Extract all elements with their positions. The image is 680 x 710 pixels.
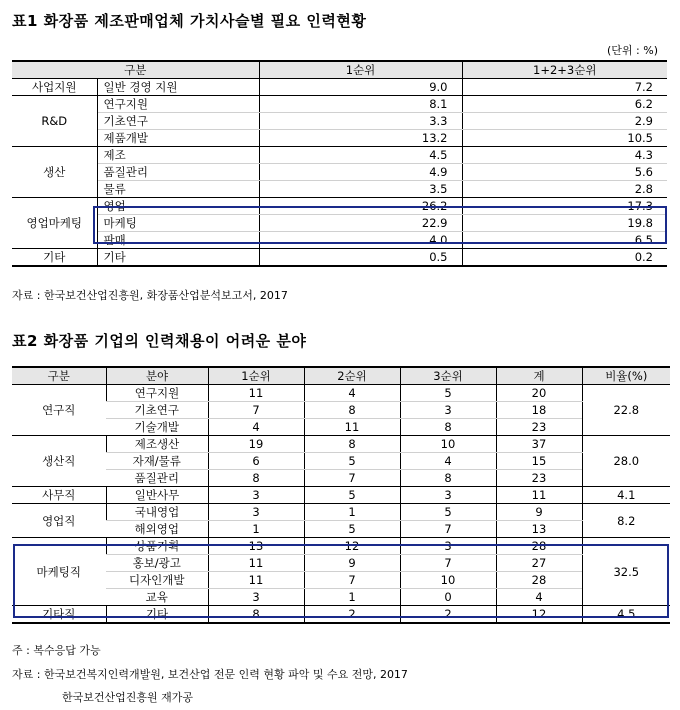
table2-ratio-value: 32.5	[582, 538, 670, 606]
table2-total-value: 28	[496, 572, 582, 589]
table1	[12, 60, 667, 267]
table2-rank2-value: 7	[304, 572, 400, 589]
table2-rank1-value: 6	[208, 453, 304, 470]
table2-ratio-value: 22.8	[582, 385, 670, 436]
table1-row-label: 영업	[97, 198, 259, 215]
table2-total-value: 28	[496, 538, 582, 555]
table1-rank1-value: 0.5	[259, 249, 462, 267]
table1-rank123-value: 4.3	[462, 147, 667, 164]
table1-rank1-value: 3.5	[259, 181, 462, 198]
table2-group-name: 연구직	[12, 385, 106, 436]
table2-field: 국내영업	[106, 504, 208, 521]
table1-header-rank123: 1+2+3순위	[462, 61, 667, 79]
table2-total-value: 4	[496, 589, 582, 606]
table2-rank3-value: 5	[400, 385, 496, 402]
table2-rank1-value: 3	[208, 504, 304, 521]
table1-rank1-value: 22.9	[259, 215, 462, 232]
table2-row	[12, 572, 670, 589]
table2-rank2-value: 1	[304, 589, 400, 606]
table1-row-label: 연구지원	[97, 96, 259, 113]
table1-row	[12, 215, 667, 232]
table2-rank3-value: 8	[400, 419, 496, 436]
table1-header-row	[12, 61, 667, 79]
table2	[12, 366, 670, 624]
table2-field: 기술개발	[106, 419, 208, 436]
table2-total-value: 23	[496, 470, 582, 487]
table1-row	[12, 232, 667, 249]
table1-rank123-value: 0.2	[462, 249, 667, 267]
table2-ratio-value: 4.5	[582, 606, 670, 624]
table2-rank3-value: 2	[400, 606, 496, 624]
table2-rank2-value: 9	[304, 555, 400, 572]
table1-unit: (단위 : %)	[607, 44, 658, 57]
table2-rank1-value: 19	[208, 436, 304, 453]
table1-row	[12, 96, 667, 113]
table2-total-value: 15	[496, 453, 582, 470]
table1-row-label: 판매	[97, 232, 259, 249]
table1-row	[12, 113, 667, 130]
table2-total-value: 13	[496, 521, 582, 538]
table2-field: 일반사무	[106, 487, 208, 504]
table2-total-value: 20	[496, 385, 582, 402]
table2-rank1-value: 3	[208, 589, 304, 606]
table2-rank3-value: 3	[400, 487, 496, 504]
table2-row	[12, 419, 670, 436]
table2-rank2-value: 8	[304, 402, 400, 419]
table1-rank1-value: 13.2	[259, 130, 462, 147]
table2-field: 기타	[106, 606, 208, 624]
table2-rank2-value: 5	[304, 453, 400, 470]
table2-total-value: 37	[496, 436, 582, 453]
table2-header-row	[12, 367, 670, 385]
table1-rank1-value: 4.5	[259, 147, 462, 164]
table1-row-label: 물류	[97, 181, 259, 198]
table1-group-name: 영업마케팅	[12, 198, 97, 249]
table2-total-value: 11	[496, 487, 582, 504]
table2-rank3-value: 8	[400, 470, 496, 487]
table2-rank2-value: 8	[304, 436, 400, 453]
table2-rank3-value: 4	[400, 453, 496, 470]
table2-total-value: 12	[496, 606, 582, 624]
table2-row	[12, 487, 670, 504]
table2-rank3-value: 3	[400, 538, 496, 555]
table2-header-ratio: 비율(%)	[582, 367, 670, 385]
table1-row	[12, 181, 667, 198]
table2-row	[12, 504, 670, 521]
table2-field: 해외영업	[106, 521, 208, 538]
table2-rank1-value: 8	[208, 606, 304, 624]
table2-header-rank3: 3순위	[400, 367, 496, 385]
table2-field: 기초연구	[106, 402, 208, 419]
table1-rank1-value: 3.3	[259, 113, 462, 130]
table2-field: 상품기획	[106, 538, 208, 555]
table1-row	[12, 130, 667, 147]
table2-rank1-value: 4	[208, 419, 304, 436]
table2-ratio-value: 4.1	[582, 487, 670, 504]
table2-rank1-value: 13	[208, 538, 304, 555]
table2-field: 연구지원	[106, 385, 208, 402]
table1-group-name: 사업지원	[12, 79, 97, 96]
table2-rank2-value: 12	[304, 538, 400, 555]
table1-rank123-value: 2.8	[462, 181, 667, 198]
table1-title: 표1 화장품 제조판매업체 가치사슬별 필요 인력현황	[12, 12, 367, 30]
table2-rank3-value: 7	[400, 555, 496, 572]
table2-field: 홍보/광고	[106, 555, 208, 572]
table2-rank3-value: 3	[400, 402, 496, 419]
table2-rank1-value: 7	[208, 402, 304, 419]
table2-field: 제조생산	[106, 436, 208, 453]
table2-header-total: 계	[496, 367, 582, 385]
table2-rank3-value: 10	[400, 436, 496, 453]
table1-row	[12, 79, 667, 96]
table2-rank2-value: 1	[304, 504, 400, 521]
table2-total-value: 27	[496, 555, 582, 572]
table2-rank3-value: 0	[400, 589, 496, 606]
table2-rank2-value: 5	[304, 521, 400, 538]
table2-rank1-value: 3	[208, 487, 304, 504]
table2-group-name: 영업직	[12, 504, 106, 538]
table1-rank123-value: 19.8	[462, 215, 667, 232]
table1-rank1-value: 9.0	[259, 79, 462, 96]
table1-row-label: 제품개발	[97, 130, 259, 147]
table1-row-label: 품질관리	[97, 164, 259, 181]
table2-rank3-value: 5	[400, 504, 496, 521]
table1-source: 자료 : 한국보건산업진흥원, 화장품산업분석보고서, 2017	[12, 289, 288, 302]
table2-row	[12, 606, 670, 624]
table2-rank3-value: 7	[400, 521, 496, 538]
table2-total-value: 9	[496, 504, 582, 521]
table2-group-name: 사무직	[12, 487, 106, 504]
table1-row-label: 기타	[97, 249, 259, 267]
table2-rank1-value: 1	[208, 521, 304, 538]
table1-row-label: 제조	[97, 147, 259, 164]
table2-header-rank2: 2순위	[304, 367, 400, 385]
table2-group-name: 생산직	[12, 436, 106, 487]
table2-rank1-value: 8	[208, 470, 304, 487]
table2-row	[12, 538, 670, 555]
table2-header-category: 구분	[12, 367, 106, 385]
table1-row-label: 마케팅	[97, 215, 259, 232]
table1-rank123-value: 17.3	[462, 198, 667, 215]
table2-row	[12, 521, 670, 538]
table2-rank2-value: 2	[304, 606, 400, 624]
table1-row	[12, 249, 667, 267]
table1-row	[12, 164, 667, 181]
table2-group-name: 기타직	[12, 606, 106, 624]
table2-rank1-value: 11	[208, 385, 304, 402]
table2-rank2-value: 5	[304, 487, 400, 504]
table1-rank123-value: 5.6	[462, 164, 667, 181]
table2-field: 품질관리	[106, 470, 208, 487]
table2-source: 자료 : 한국보건복지인력개발원, 보건산업 전문 인력 현황 파악 및 수요 전망, 2017	[12, 668, 408, 681]
table2-row	[12, 385, 670, 402]
table1-header-category: 구분	[12, 61, 259, 79]
table1-rank123-value: 10.5	[462, 130, 667, 147]
table2-rank2-value: 11	[304, 419, 400, 436]
table2-row	[12, 453, 670, 470]
table2-ratio-value: 8.2	[582, 504, 670, 538]
table2-source-cont: 한국보건산업진흥원 재가공	[62, 691, 194, 704]
table1-rank123-value: 2.9	[462, 113, 667, 130]
table2-rank1-value: 11	[208, 555, 304, 572]
table1-row	[12, 147, 667, 164]
table1-rank1-value: 4.9	[259, 164, 462, 181]
table2-field: 교육	[106, 589, 208, 606]
table2-title: 표2 화장품 기업의 인력채용이 어려운 분야	[12, 332, 307, 350]
table2-ratio-value: 28.0	[582, 436, 670, 487]
table1-rank123-value: 7.2	[462, 79, 667, 96]
table2-rank2-value: 4	[304, 385, 400, 402]
table1-rank1-value: 26.2	[259, 198, 462, 215]
table1-row	[12, 198, 667, 215]
table2-note: 주 : 복수응답 가능	[12, 644, 101, 657]
table1-group-name: R&D	[12, 96, 97, 147]
table2-field: 자재/물류	[106, 453, 208, 470]
table2-row	[12, 436, 670, 453]
table2-field: 디자인개발	[106, 572, 208, 589]
table2-total-value: 18	[496, 402, 582, 419]
table1-header-rank1: 1순위	[259, 61, 462, 79]
table2-row	[12, 470, 670, 487]
table2-group-name: 마케팅직	[12, 538, 106, 606]
table1-group-name: 생산	[12, 147, 97, 198]
table2-row	[12, 402, 670, 419]
table2-header-field: 분야	[106, 367, 208, 385]
table1-rank1-value: 8.1	[259, 96, 462, 113]
table2-rank1-value: 11	[208, 572, 304, 589]
table1-rank123-value: 6.2	[462, 96, 667, 113]
table1-row-label: 기초연구	[97, 113, 259, 130]
table2-row	[12, 555, 670, 572]
table2-total-value: 23	[496, 419, 582, 436]
table2-rank2-value: 7	[304, 470, 400, 487]
table2-row	[12, 589, 670, 606]
table1-row-label: 일반 경영 지원	[97, 79, 259, 96]
table1-rank123-value: 6.5	[462, 232, 667, 249]
table1-group-name: 기타	[12, 249, 97, 267]
table1-rank1-value: 4.0	[259, 232, 462, 249]
table2-header-rank1: 1순위	[208, 367, 304, 385]
table2-rank3-value: 10	[400, 572, 496, 589]
